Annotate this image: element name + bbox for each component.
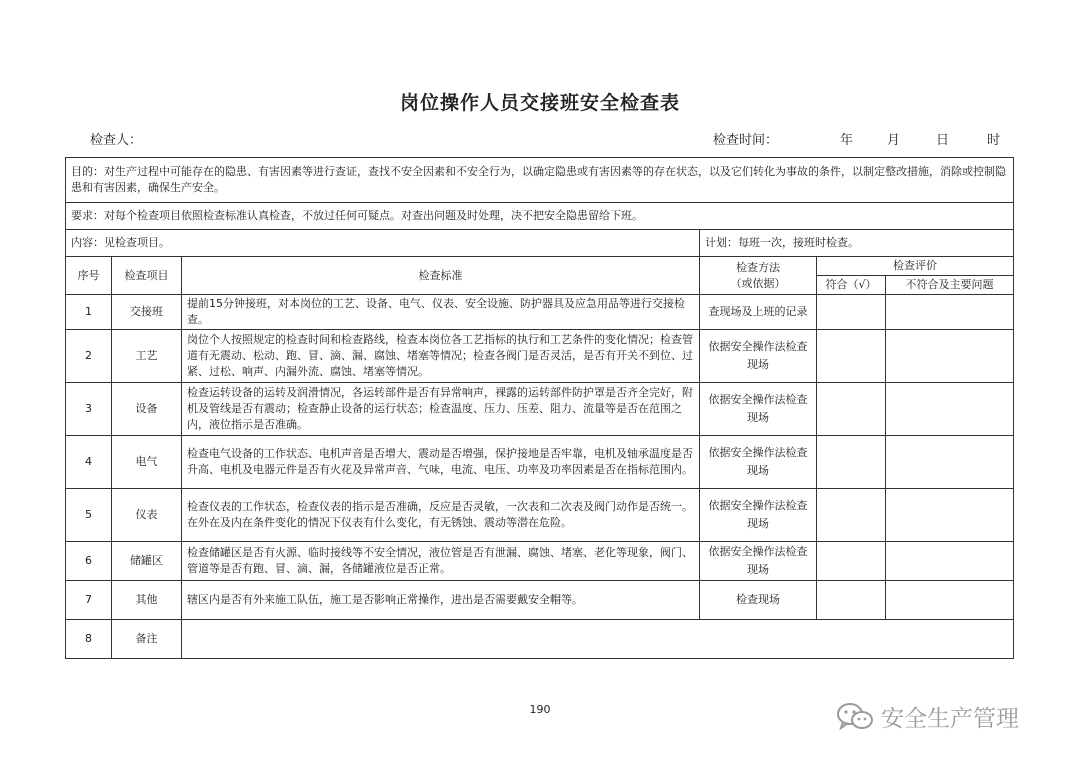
table-row — [66, 620, 1014, 659]
day-unit: 日 — [936, 133, 950, 148]
hour-unit: 时 — [987, 133, 1001, 148]
table-row — [66, 330, 1014, 383]
nonconform-cell[interactable] — [886, 295, 1014, 330]
row-item: 工艺 — [112, 330, 182, 383]
row-item: 仪表 — [112, 489, 182, 542]
row-no: 1 — [66, 295, 112, 330]
row-standard: 检查电气设备的工作状态、电机声音是否增大、震动是否增强，保护接地是否牢靠，电机及轴承温度是否升高、电机及电器元件是否有火花及异常声音、气味，电流、电压、功率及功率因素是否在指标范围内。 — [182, 436, 700, 489]
watermark-text: 安全生产管理 — [881, 706, 1019, 732]
purpose-text: 目的：对生产过程中可能存在的隐患、有害因素等进行查证，查找不安全因素和不安全行为，以确定隐患或有害因素等的存在状态，以及它们转化为事故的条件，以制定整改措施，消除或控制隐患和有害因素，确保生产安全。 — [66, 158, 1014, 203]
row-standard: 提前15分钟接班，对本岗位的工艺、设备、电气、仪表、安全设施、防护器具及应急用品等进行交接检查。 — [182, 295, 700, 330]
wechat-icon — [835, 701, 875, 733]
row-item: 备注 — [112, 620, 182, 659]
page-title: 岗位操作人员交接班安全检查表 — [399, 92, 680, 114]
header-method — [700, 257, 817, 295]
row-method: 依据安全操作法检查现场 — [700, 489, 817, 542]
row-method: 查现场及上班的记录 — [700, 295, 817, 330]
row-no: 7 — [66, 581, 112, 620]
header-item: 检查项目 — [112, 257, 182, 295]
plan-text: 计划：每班一次，接班时检查。 — [700, 230, 1014, 257]
row-no: 8 — [66, 620, 112, 659]
header-standard: 检查标准 — [182, 257, 700, 295]
conform-cell[interactable] — [817, 581, 886, 620]
row-standard: 检查储罐区是否有火源、临时接线等不安全情况，液位管是否有泄漏、腐蚀、堵塞、老化等现象，阀门、管道等是否有跑、冒、滴、漏，各储罐液位是否正常。 — [182, 542, 700, 581]
table-row — [66, 436, 1014, 489]
requirement-text: 要求：对每个检查项目依照检查标准认真检查，不放过任何可疑点。对查出问题及时处理，决不把安全隐患留给下班。 — [66, 203, 1014, 230]
row-method: 依据安全操作法检查现场 — [700, 542, 817, 581]
conform-cell[interactable] — [817, 542, 886, 581]
row-item: 设备 — [112, 383, 182, 436]
conform-cell[interactable] — [817, 489, 886, 542]
remarks-cell[interactable] — [182, 620, 1014, 659]
nonconform-cell[interactable] — [886, 489, 1014, 542]
nonconform-cell[interactable] — [886, 542, 1014, 581]
inspection-time — [713, 129, 1000, 148]
row-method: 依据安全操作法检查现场 — [700, 436, 817, 489]
table-row — [66, 581, 1014, 620]
table-row — [66, 295, 1014, 330]
page-number: 190 — [529, 703, 551, 716]
row-method: 依据安全操作法检查现场 — [700, 383, 817, 436]
row-no: 5 — [66, 489, 112, 542]
row-method: 检查现场 — [700, 581, 817, 620]
month-unit: 月 — [887, 133, 901, 148]
row-standard: 检查仪表的工作状态，检查仪表的指示是否准确，反应是否灵敏，一次表和二次表及阀门动作是否统一。在外在及内在条件变化的情况下仪表有什么变化，有无锈蚀、震动等潜在危险。 — [182, 489, 700, 542]
row-no: 6 — [66, 542, 112, 581]
header-conform: 符合（√） — [817, 276, 886, 295]
header-method-line2: （或依据） — [730, 276, 786, 290]
year-unit: 年 — [840, 133, 854, 148]
row-item: 电气 — [112, 436, 182, 489]
conform-cell[interactable] — [817, 383, 886, 436]
conform-cell[interactable] — [817, 436, 886, 489]
row-no: 2 — [66, 330, 112, 383]
content-text: 内容：见检查项目。 — [66, 230, 700, 257]
inspection-table — [65, 157, 1014, 659]
nonconform-cell[interactable] — [886, 330, 1014, 383]
header-nonconform: 不符合及主要问题 — [886, 276, 1014, 295]
watermark — [835, 700, 1019, 733]
row-no: 4 — [66, 436, 112, 489]
table-row — [66, 489, 1014, 542]
header-method-line1: 检查方法 — [736, 260, 780, 274]
conform-cell[interactable] — [817, 330, 886, 383]
row-method: 依据安全操作法检查现场 — [700, 330, 817, 383]
conform-cell[interactable] — [817, 295, 886, 330]
header-no: 序号 — [66, 257, 112, 295]
nonconform-cell[interactable] — [886, 436, 1014, 489]
header-evaluation: 检查评价 — [817, 257, 1014, 276]
table-row — [66, 383, 1014, 436]
row-item: 其他 — [112, 581, 182, 620]
row-standard: 辖区内是否有外来施工队伍，施工是否影响正常操作，进出是否需要戴安全帽等。 — [182, 581, 700, 620]
row-item: 储罐区 — [112, 542, 182, 581]
nonconform-cell[interactable] — [886, 581, 1014, 620]
inspector-label: 检查人： — [90, 133, 143, 148]
table-row — [66, 542, 1014, 581]
nonconform-cell[interactable] — [886, 383, 1014, 436]
row-standard: 岗位个人按照规定的检查时间和检查路线，检查本岗位各工艺指标的执行和工艺条件的变化情况；检查管道有无震动、松动、跑、冒、滴、漏、腐蚀、堵塞等情况；检查各阀门是否灵活，是否有开关不到位、过紧、过松、响声、内漏外流、腐蚀、堵塞等情况。 — [182, 330, 700, 383]
row-no: 3 — [66, 383, 112, 436]
time-label: 检查时间： — [713, 133, 779, 148]
row-standard: 检查运转设备的运转及润滑情况，各运转部件是否有异常响声，裸露的运转部件防护罩是否齐全完好，附机及管线是否有震动；检查静止设备的运行状态；检查温度、压力、压差、阻力、流量等是否在范围之内，液位指示是否准确。 — [182, 383, 700, 436]
row-item: 交接班 — [112, 295, 182, 330]
